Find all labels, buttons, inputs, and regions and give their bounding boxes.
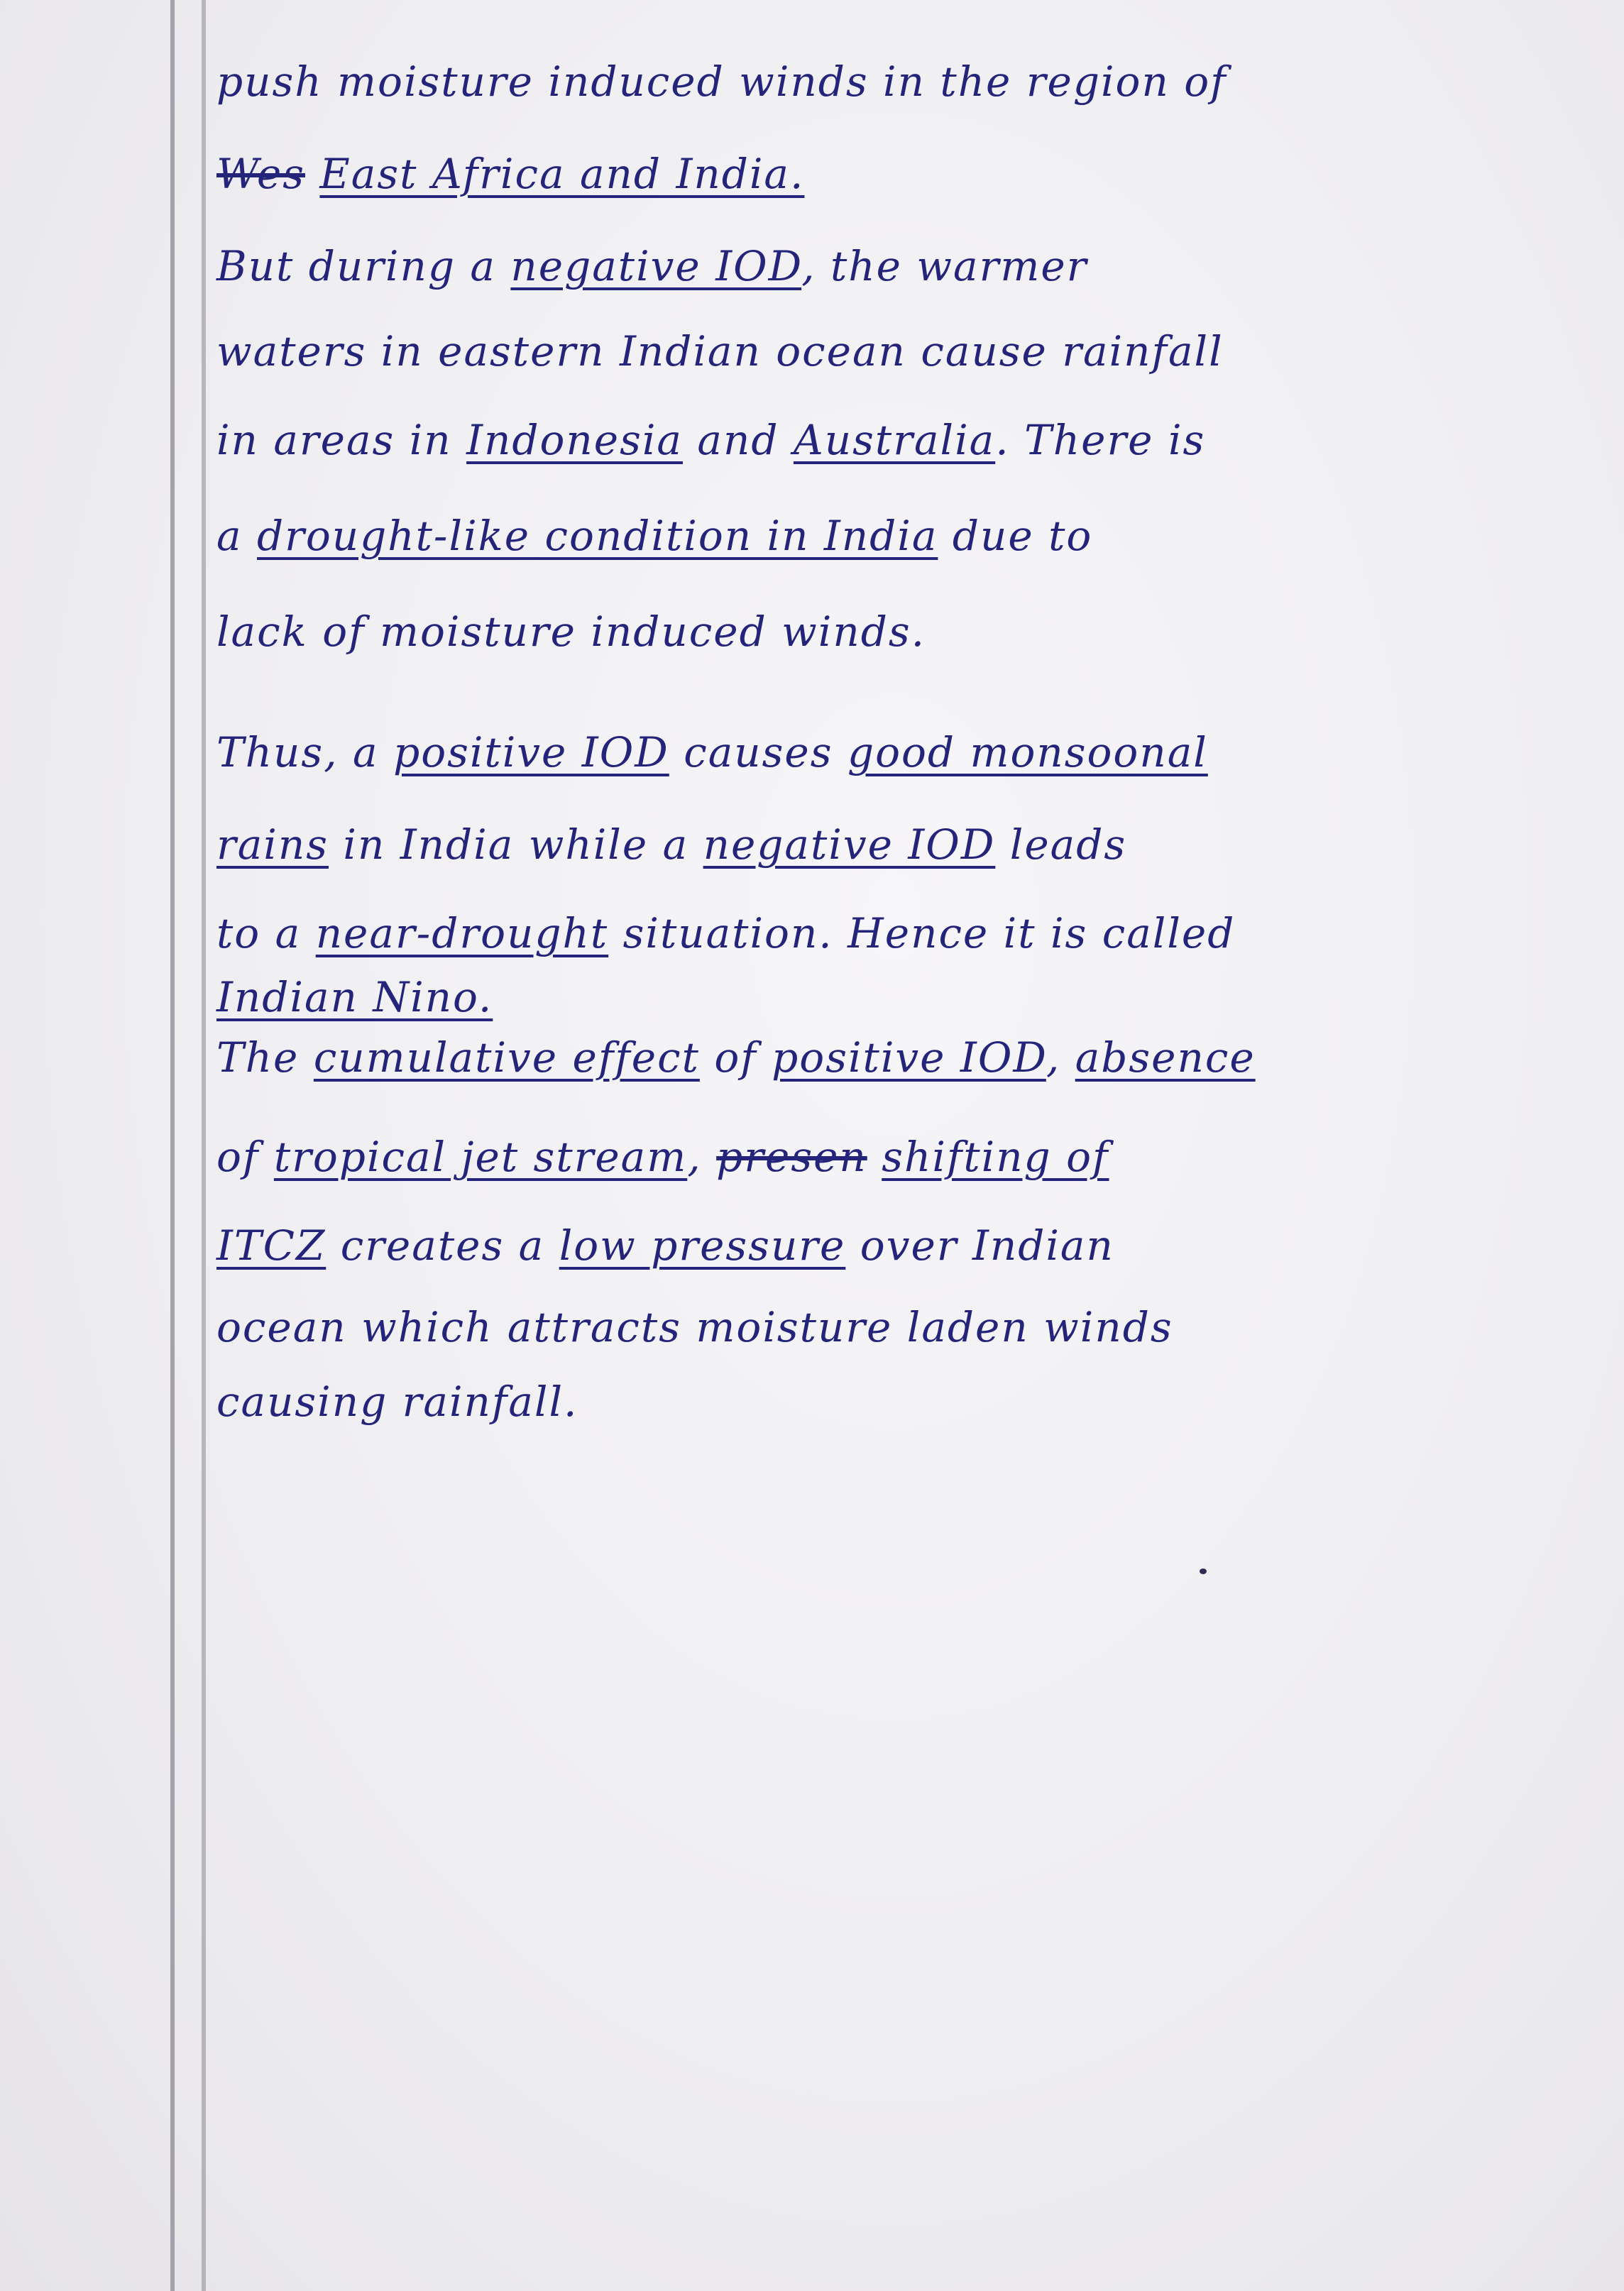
text-run: . There is xyxy=(995,416,1206,464)
text-run: and xyxy=(682,416,794,464)
text-line xyxy=(216,507,1608,564)
text-line xyxy=(216,816,1608,873)
text-run: to a xyxy=(216,909,316,957)
text-line xyxy=(216,1029,1608,1086)
text-line xyxy=(216,905,1608,962)
text-line xyxy=(216,1373,1608,1430)
text-run xyxy=(867,1133,882,1181)
text-run: , the warmer xyxy=(801,242,1088,290)
text-run: over Indian xyxy=(845,1221,1114,1270)
underlined-text: shifting of xyxy=(882,1133,1109,1181)
underlined-text: negative IOD xyxy=(703,820,996,869)
text-line xyxy=(216,412,1608,468)
text-run: of xyxy=(216,1133,274,1181)
text-run: in India while a xyxy=(328,820,703,869)
text-run: of xyxy=(699,1033,772,1082)
underlined-text: near-drought xyxy=(315,909,609,957)
text-run: , xyxy=(1046,1033,1075,1082)
text-run: push moisture induced winds in the region of xyxy=(216,57,1227,106)
underlined-text: ITCZ xyxy=(216,1221,327,1270)
text-line xyxy=(216,724,1608,781)
text-run: leads xyxy=(995,820,1127,869)
text-line xyxy=(216,1128,1608,1185)
text-line xyxy=(216,1217,1608,1274)
text-line xyxy=(216,323,1608,380)
text-line xyxy=(216,53,1608,110)
underlined-text: tropical jet stream xyxy=(273,1133,688,1181)
text-run: situation. Hence it is called xyxy=(608,909,1236,957)
underlined-text: absence xyxy=(1075,1033,1256,1082)
text-run: ocean which attracts moisture laden winds xyxy=(216,1303,1173,1351)
underlined-text: East Africa and India. xyxy=(319,150,805,198)
text-run: But during a xyxy=(216,242,511,290)
underlined-text: Indonesia xyxy=(466,416,683,464)
struck-text: Wes xyxy=(216,150,305,198)
underlined-text: good monsoonal xyxy=(847,728,1208,776)
text-run: causing rainfall. xyxy=(216,1378,578,1426)
underlined-text: rains xyxy=(216,820,329,869)
text-run: lack of moisture induced winds. xyxy=(216,608,926,656)
underlined-text: positive IOD xyxy=(772,1033,1046,1082)
text-line xyxy=(216,1299,1608,1356)
text-run: The xyxy=(216,1033,314,1082)
ink-dot xyxy=(1200,1568,1207,1574)
underlined-text: Indian Nino. xyxy=(216,973,493,1021)
text-line xyxy=(216,238,1608,295)
underlined-text: drought-like condition in India xyxy=(257,512,938,560)
struck-text: presen xyxy=(716,1133,867,1181)
margin-line xyxy=(202,0,206,2291)
text-line xyxy=(216,969,1608,1026)
text-run: due to xyxy=(938,512,1093,560)
underlined-text: low pressure xyxy=(559,1221,846,1270)
underlined-text: positive IOD xyxy=(393,728,669,776)
text-run: waters in eastern Indian ocean cause rainfall xyxy=(216,327,1224,375)
margin-line xyxy=(170,0,175,2291)
text-run: in areas in xyxy=(216,416,467,464)
text-run xyxy=(305,150,319,198)
underlined-text: negative IOD xyxy=(510,242,802,290)
text-run: Thus, a xyxy=(216,728,394,776)
underlined-text: Australia xyxy=(793,416,996,464)
text-line xyxy=(216,603,1608,660)
text-run: , xyxy=(687,1133,717,1181)
text-run: a xyxy=(216,512,258,560)
text-line xyxy=(216,145,1608,202)
text-run: creates a xyxy=(326,1221,559,1270)
text-run: causes xyxy=(669,728,847,776)
underlined-text: cumulative effect xyxy=(313,1033,700,1082)
